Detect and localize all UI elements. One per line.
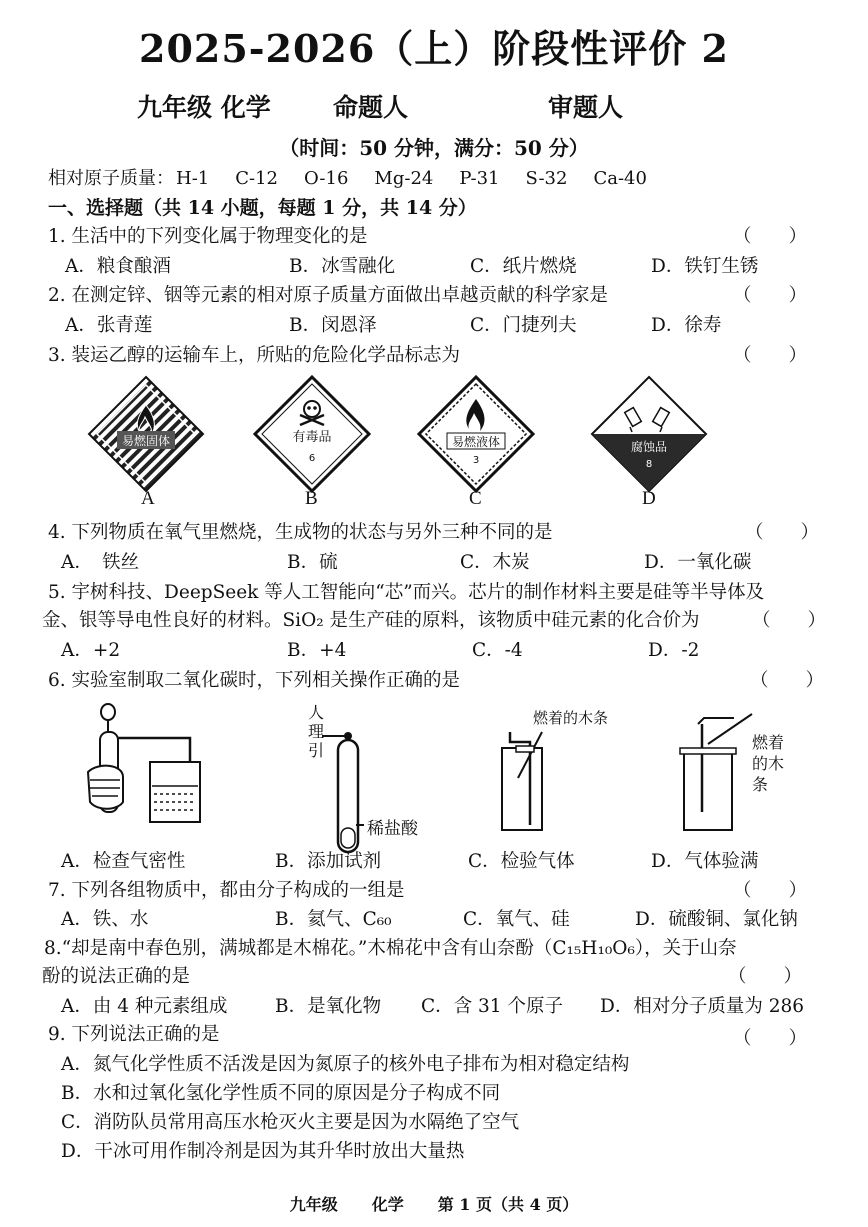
q8-option-d: D．相对分子质量为 286 — [600, 996, 805, 1017]
question-1-stem: 1. 生活中的下列变化属于物理变化的是 — [48, 226, 368, 247]
q7-option-d: D．硫酸铜、氯化钠 — [635, 909, 798, 930]
sign-a-label: 易燃固体 — [121, 434, 171, 448]
sign-flammable-liquid — [417, 375, 535, 493]
answer-paren: （ ） — [745, 522, 820, 543]
atomic-mass-item: P-31 — [459, 168, 500, 189]
section-heading: 一、选择题（共 14 小题，每题 1 分，共 14 分） — [48, 197, 477, 219]
answer-paren: （ ） — [728, 966, 803, 987]
q6-option-a: A．检查气密性 — [61, 851, 186, 872]
figure-gas-test — [492, 730, 562, 835]
atomic-mass-label: 相对原子质量： — [48, 168, 174, 189]
time-score: （时间：50 分钟，满分：50 分） — [279, 136, 589, 160]
sign-d-label: 腐蚀品 — [630, 440, 668, 454]
q9-option-c: C．消防队员常用高压水枪灭火主要是因为水隔绝了空气 — [61, 1112, 520, 1133]
q6-option-c: C．检验气体 — [468, 851, 575, 872]
q2-option-c: C．门捷列夫 — [470, 315, 577, 336]
question-7-stem: 7. 下列各组物质中，都由分子构成的一组是 — [48, 880, 405, 901]
sign-flammable-solid — [87, 375, 205, 493]
atomic-mass-item: H-1 — [176, 168, 210, 189]
q1-option-a: A．粮食酿酒 — [65, 256, 171, 277]
fig-d-label: 燃着的木条 — [752, 733, 785, 794]
q1-option-c: C．纸片燃烧 — [470, 256, 577, 277]
page-footer — [0, 1192, 868, 1215]
q9-option-a: A．氮气化学性质不活泼是因为氮原子的核外电子排布为相对稳定结构 — [61, 1054, 630, 1075]
question-4-stem: 4. 下列物质在氧气里燃烧，生成物的状态与另外三种不同的是 — [48, 522, 553, 543]
q8-option-b: B．是氧化物 — [275, 996, 382, 1017]
sign-d-number: 8 — [645, 459, 653, 470]
sign-b-number: 6 — [308, 453, 316, 464]
atomic-mass-line — [48, 164, 673, 190]
sign-label-d: D — [642, 488, 656, 509]
q5-option-d: D．-2 — [648, 640, 700, 661]
q4-option-d: D．一氧化碳 — [644, 552, 752, 573]
answer-paren: （ ） — [733, 1028, 808, 1049]
q4-option-a: A． 铁丝 — [61, 552, 140, 573]
figure-airtightness-check — [78, 702, 208, 837]
footer-page-number: 第 1 页（共 4 页） — [437, 1195, 579, 1214]
question-3-stem: 3. 装运乙醇的运输车上，所贴的危险化学品标志为 — [48, 345, 461, 366]
question-5-stem-line2: 金、银等导电性良好的材料。SiO₂ 是生产硅的原料，该物质中硅元素的化合价为 — [42, 610, 700, 631]
q7-option-a: A．铁、水 — [61, 909, 149, 930]
figure-gas-full-test — [674, 712, 754, 837]
sign-corrosive — [590, 375, 708, 493]
question-8-stem-line1: 8.“却是南中春色别，满城都是木棉花。”木棉花中含有山奈酚（C₁₅H₁₀O₆），关于山奈 — [44, 938, 737, 959]
q6-option-d: D．气体验满 — [651, 851, 759, 872]
q7-option-c: C．氧气、硅 — [463, 909, 570, 930]
answer-paren: （ ） — [733, 345, 808, 366]
sign-c-label: 易燃液体 — [451, 435, 501, 449]
sign-label-a: A — [141, 488, 155, 509]
atomic-mass-item: Mg-24 — [374, 168, 434, 189]
answer-paren: （ ） — [733, 285, 808, 306]
exam-title: 2025-2026（上）阶段性评价 2 — [139, 26, 729, 71]
reviewer-label: 审题人 — [548, 93, 624, 122]
sign-b-label: 有毒品 — [292, 430, 332, 445]
grade-subject: 九年级 化学 — [137, 93, 271, 122]
q2-option-a: A．张青莲 — [65, 315, 153, 336]
fig-b-left-text: 人理引 — [308, 703, 325, 760]
sign-label-c: C — [469, 488, 482, 509]
sign-label-b: B — [305, 488, 318, 509]
fig-c-top-label: 燃着的木条 — [533, 709, 609, 727]
q5-option-c: C．-4 — [472, 640, 523, 661]
question-9-stem: 9. 下列说法正确的是 — [48, 1024, 220, 1045]
q6-option-b: B．添加试剂 — [275, 851, 382, 872]
q9-option-b: B．水和过氧化氢化学性质不同的原因是分子构成不同 — [61, 1083, 501, 1104]
q9-option-d: D．干冰可用作制冷剂是因为其升华时放出大量热 — [61, 1141, 465, 1162]
question-6-stem: 6. 实验室制取二氧化碳时，下列相关操作正确的是 — [48, 670, 461, 691]
fig-b-acid-label: 稀盐酸 — [367, 819, 418, 839]
q2-option-d: D．徐寿 — [651, 315, 722, 336]
q2-option-b: B．闵恩泽 — [289, 315, 377, 336]
q5-option-a: A．+2 — [61, 640, 121, 661]
atomic-mass-item: C-12 — [235, 168, 278, 189]
answer-paren: （ ） — [750, 670, 825, 691]
setter-label: 命题人 — [333, 93, 409, 122]
q8-option-c: C．含 31 个原子 — [421, 996, 563, 1017]
q8-option-a: A．由 4 种元素组成 — [61, 996, 228, 1017]
atomic-mass-item: S-32 — [525, 168, 568, 189]
sign-c-number: 3 — [472, 455, 480, 466]
q4-option-c: C．木炭 — [460, 552, 530, 573]
answer-paren: （ ） — [752, 610, 827, 631]
question-5-stem-line1: 5. 宇树科技、DeepSeek 等人工智能向“芯”而兴。芯片的制作材料主要是硅等半导体及 — [48, 582, 765, 603]
footer-subject: 化学 — [371, 1195, 404, 1214]
q1-option-d: D．铁钉生锈 — [651, 256, 759, 277]
answer-paren: （ ） — [733, 226, 808, 247]
answer-paren: （ ） — [733, 880, 808, 901]
q4-option-b: B．硫 — [287, 552, 338, 573]
atomic-mass-item: O-16 — [304, 168, 349, 189]
q5-option-b: B．+4 — [287, 640, 347, 661]
sign-toxic — [253, 375, 371, 493]
question-8-stem-line2: 酚的说法正确的是 — [42, 966, 191, 987]
footer-grade: 九年级 — [289, 1195, 338, 1214]
atomic-mass-item: Ca-40 — [593, 168, 647, 189]
q1-option-b: B．冰雪融化 — [289, 256, 396, 277]
question-2-stem: 2. 在测定锌、铟等元素的相对原子质量方面做出卓越贡献的科学家是 — [48, 285, 609, 306]
q7-option-b: B．氦气、C₆₀ — [275, 909, 392, 930]
